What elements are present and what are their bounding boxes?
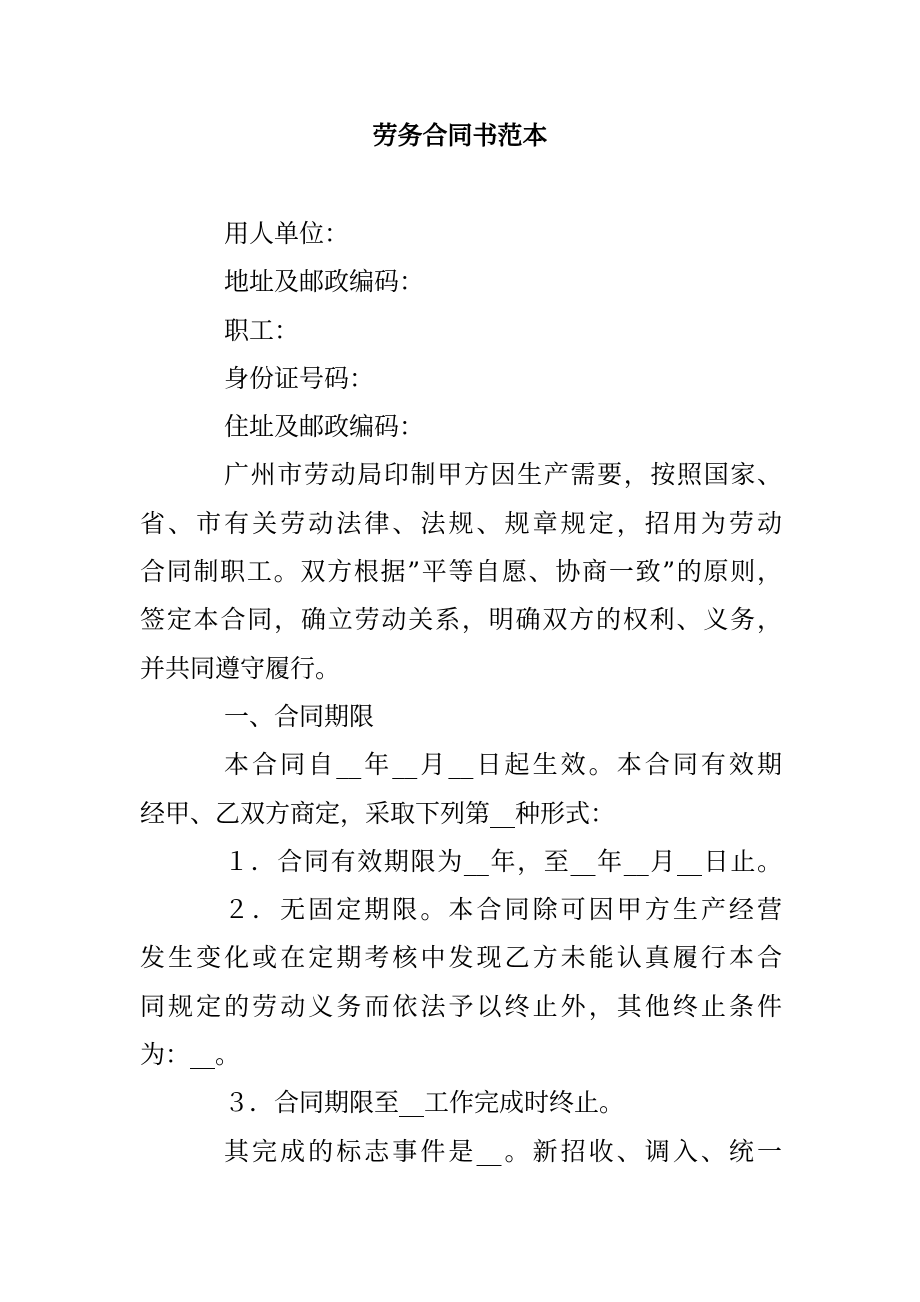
text-line: ２．无固定期限。本合同除可因甲方生产经营 <box>224 895 782 925</box>
text-line: 经甲、乙双方商定，采取下列第__种形式： <box>140 798 616 828</box>
text-line: 发生变化或在定期考核中发现乙方未能认真履行本合 <box>140 943 782 973</box>
text-line: １．合同有效期限为__年，至__年__月__日止。 <box>224 846 782 876</box>
text-line: ３．合同期限至__工作完成时终止。 <box>224 1088 625 1118</box>
text-line: 身份证号码： <box>224 363 375 393</box>
document-body <box>140 210 782 1176</box>
text-line: 用人单位： <box>224 219 350 248</box>
text-line: 同规定的劳动义务而依法予以终止外，其他终止条件 <box>140 991 782 1021</box>
text-line: 其完成的标志事件是__。新招收、调入、统一 <box>224 1136 782 1166</box>
text-line: 合同制职工。双方根据”平等自愿、协商一致”的原则， <box>140 557 782 587</box>
text-line: 一、合同期限 <box>224 701 375 731</box>
text-line: 住址及邮政编码： <box>224 412 425 442</box>
text-line: 省、市有关劳动法律、法规、规章规定，招用为劳动 <box>140 508 782 538</box>
text-line: 签定本合同，确立劳动关系，明确双方的权利、义务， <box>140 605 782 635</box>
text-line: 职工： <box>224 315 300 345</box>
document-title: 劳务合同书范本 <box>372 121 548 150</box>
text-line: 为：__。 <box>140 1040 241 1070</box>
text-line: 地址及邮政编码： <box>224 267 425 297</box>
text-line: 广州市劳动局印制甲方因生产需要，按照国家、 <box>224 460 782 490</box>
text-line: 并共同遵守履行。 <box>140 653 341 683</box>
text-line: 本合同自__年__月__日起生效。本合同有效期 <box>224 750 782 780</box>
